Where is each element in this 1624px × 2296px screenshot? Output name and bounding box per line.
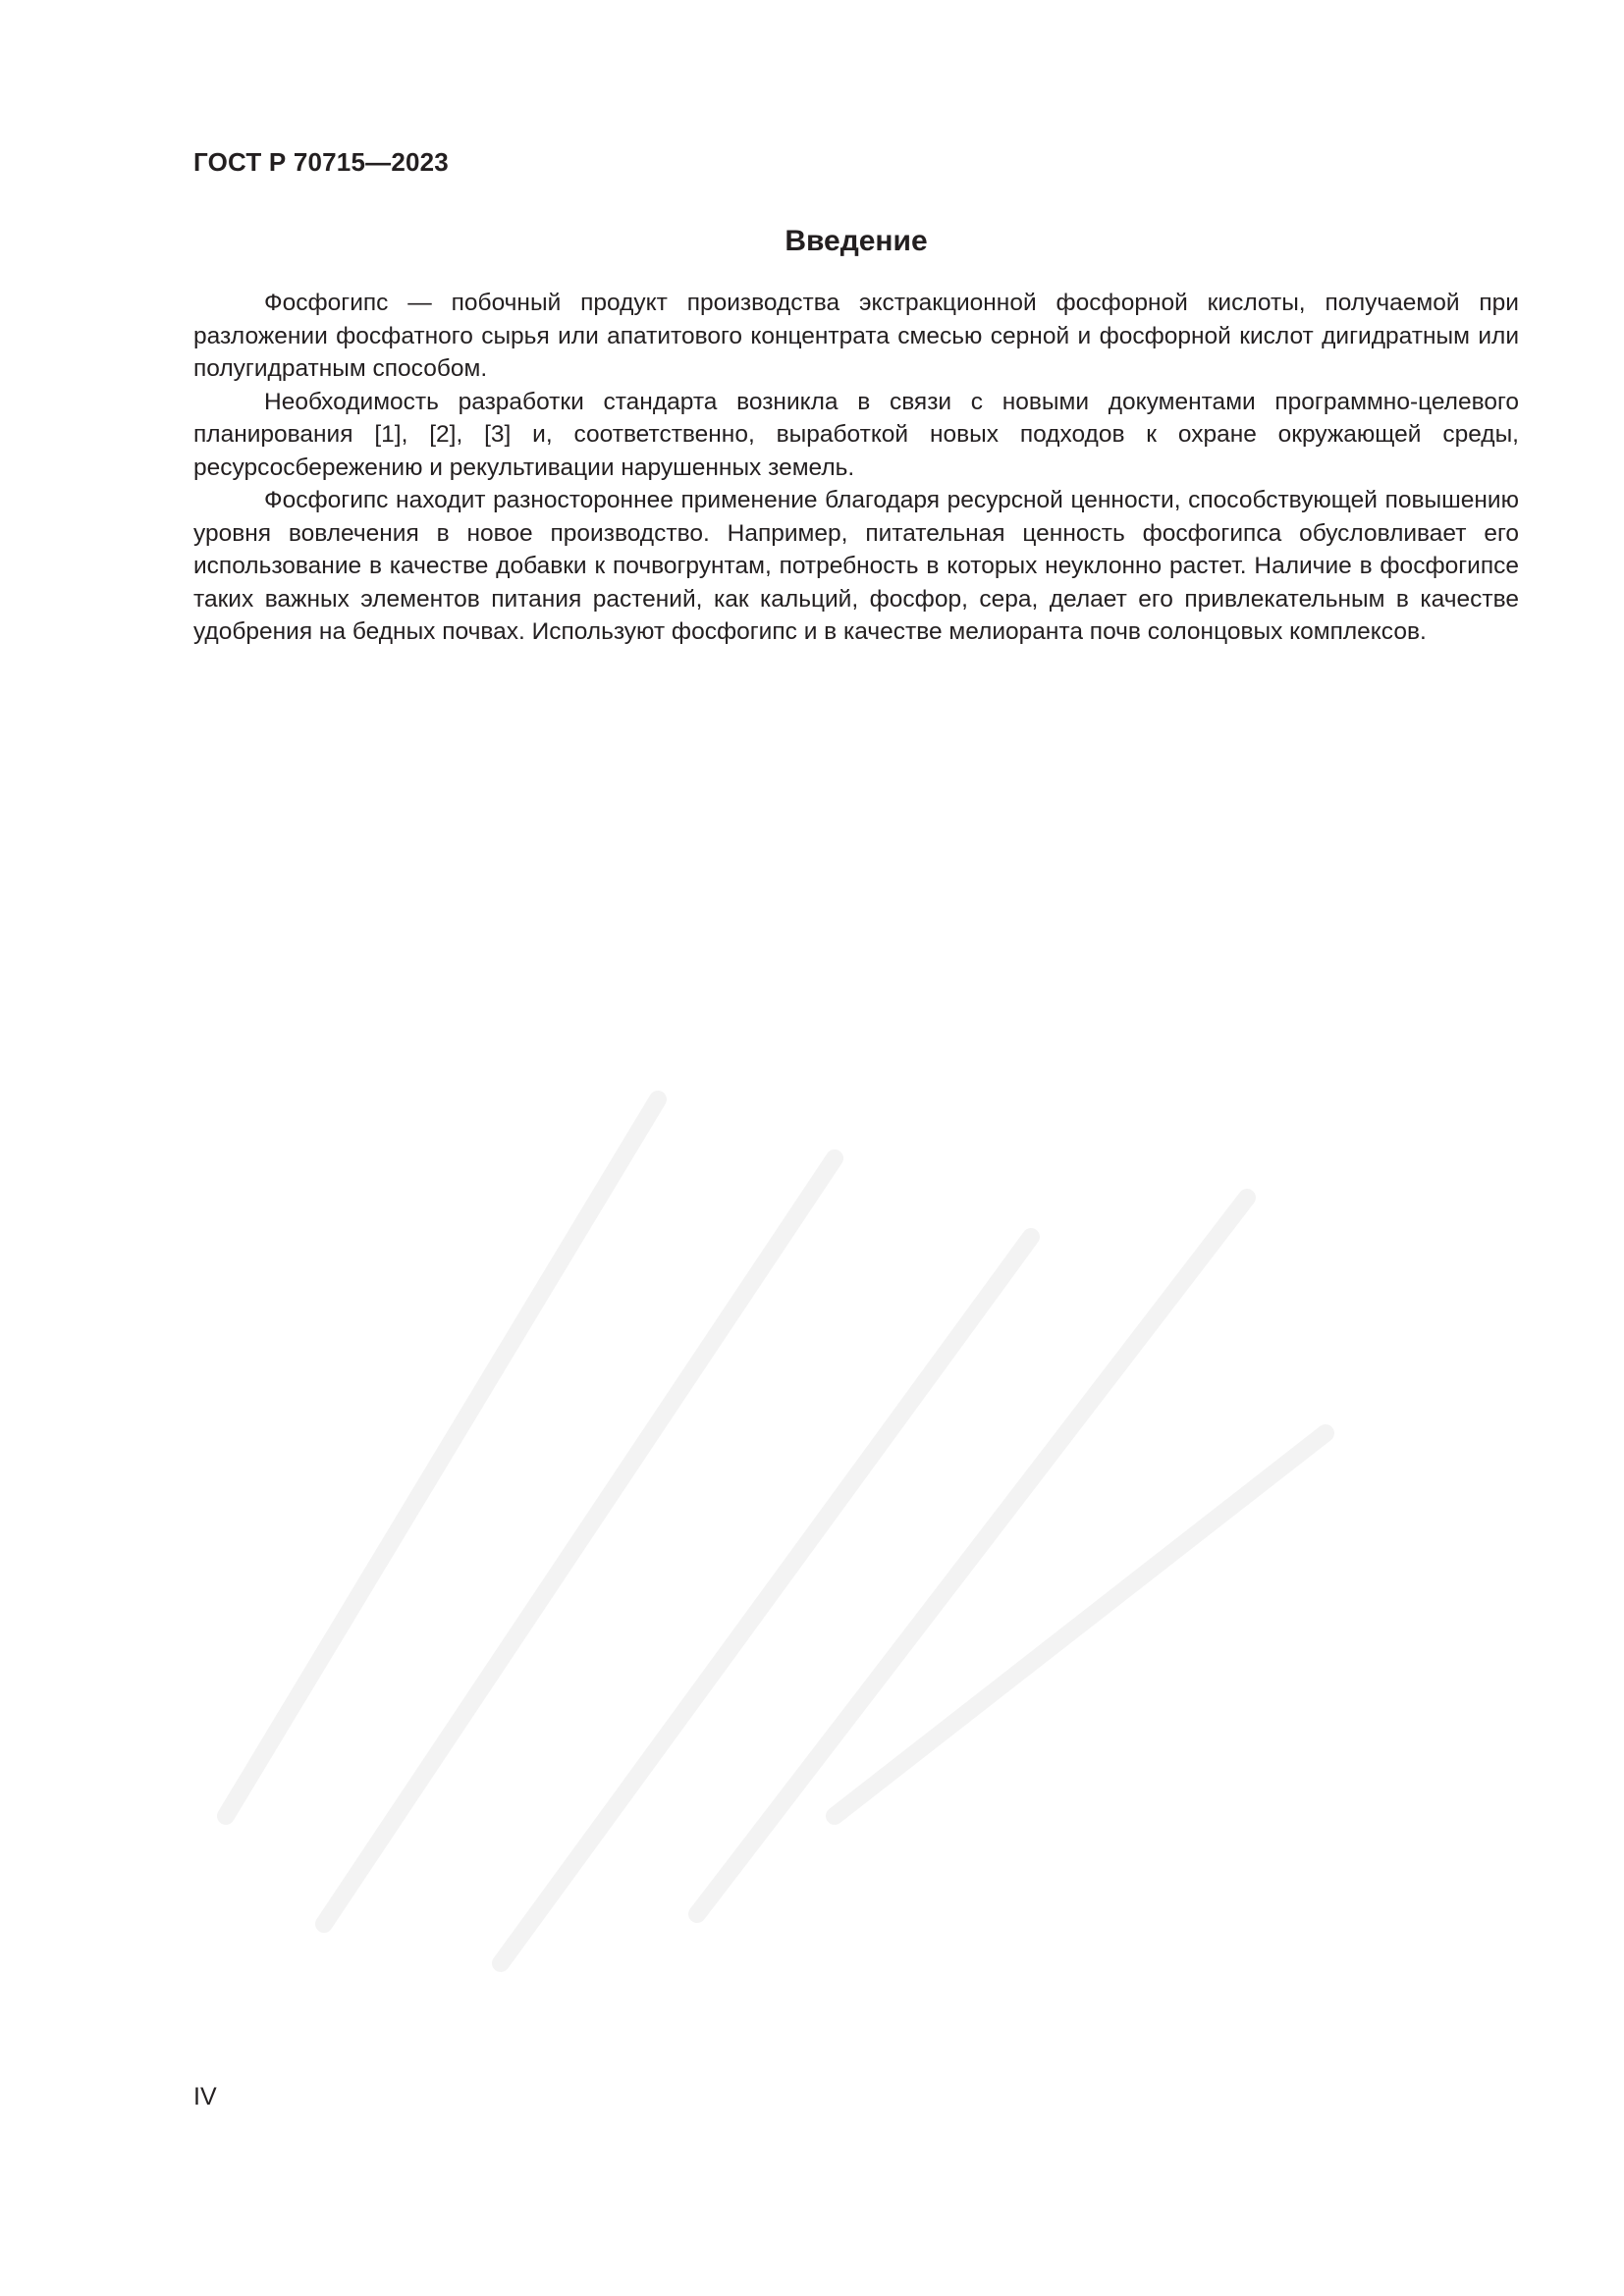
faint-watermark: [147, 687, 1424, 2061]
paragraph: Фосфогипс находит разностороннее применение благодаря ресурсной ценности, способствующей повышению уровня вовлечения в новое производство. Например, питательная ценность фосфогипса обусловливает его использование в качестве добавки к почвогрунтам, потребность в которых неуклонно растет. Наличие в фосфогипсе таких важных элементов питания растений, как кальций, фосфор, сера, делает его привлекательным в качестве удобрения на бедных почвах. Используют фосфогипс и в качестве мелиоранта почв солонцовых комплексов.: [193, 487, 1519, 645]
section-body: [193, 287, 1519, 649]
paragraph: Необходимость разработки стандарта возникла в связи с новыми документами программно-целевого планирования [1], [2], [3] и, соответственно, выработкой новых подходов к охране окружающей среды, ресурсосбережению и рекультивации нарушенных земель.: [193, 388, 1519, 481]
page-number: IV: [193, 2083, 217, 2110]
section-title: Введение: [785, 225, 928, 257]
document-id-header: ГОСТ Р 70715—2023: [193, 147, 449, 177]
paragraph: Фосфогипс — побочный продукт производства экстракционной фосфорной кислоты, получаемой при разложении фосфатного сырья или апатитового концентрата смесью серной и фосфорной кислот дигидратным или полугидратным способом.: [193, 290, 1519, 382]
